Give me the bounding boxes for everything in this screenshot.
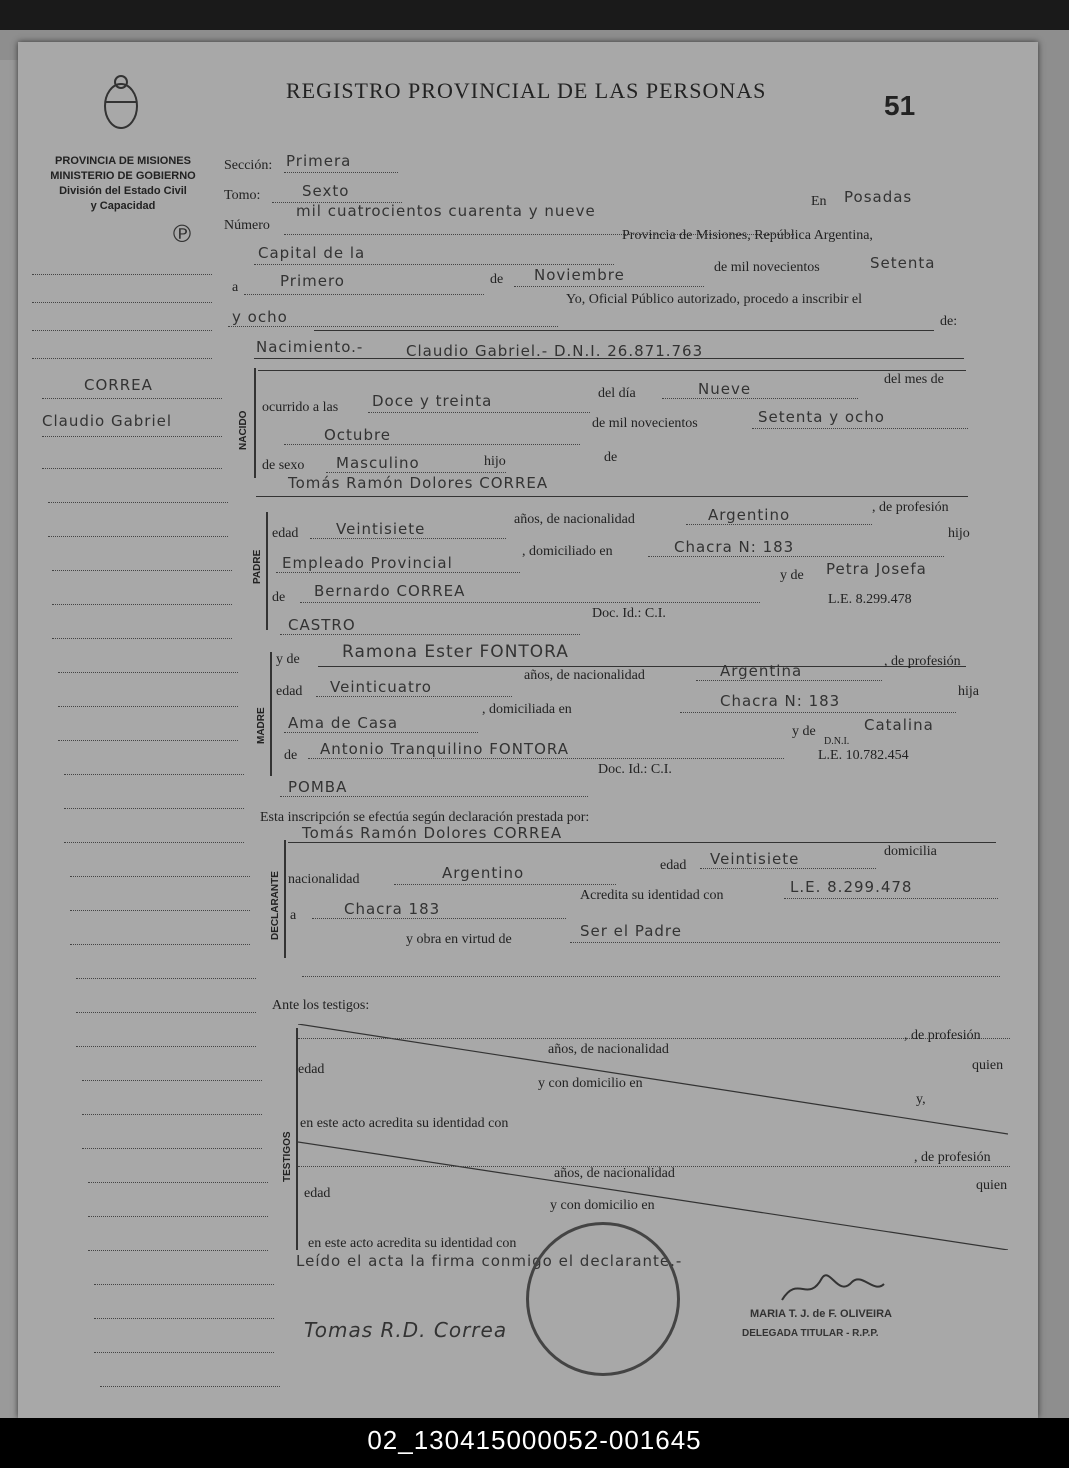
label-padre-doc: Doc. Id.: C.I. <box>592 606 666 621</box>
label-tomo: Tomo: <box>224 188 261 203</box>
value-decl-edad: Veintisiete <box>710 850 800 868</box>
value-numero: mil cuatrocientos cuarenta y nueve <box>296 202 596 220</box>
value-madre-doc-label: D.N.I. <box>824 736 850 747</box>
value-padre-madre: Petra Josefa <box>826 560 927 578</box>
value-madre-madre: Catalina <box>864 716 934 734</box>
value-madre-edad: Veinticuatro <box>330 678 432 696</box>
label-madre-anos: años, de nacionalidad <box>524 668 645 683</box>
label-del-dia: del día <box>598 386 636 401</box>
label-ocurrido: ocurrido a las <box>262 400 339 415</box>
org-province: PROVINCIA DE MISIONES <box>55 155 191 167</box>
coat-of-arms-icon <box>98 72 144 132</box>
official-title: DELEGADA TITULAR - R.P.P. <box>742 1328 879 1339</box>
label-inscripcion: Esta inscripción se efectúa según declaración prestada por: <box>260 810 590 825</box>
margin-given-names: Claudio Gabriel <box>42 412 173 430</box>
value-padre-apellido: CASTRO <box>288 616 356 634</box>
label-padre-edad: edad <box>272 526 299 541</box>
label-madre-edad: edad <box>276 684 303 699</box>
label-numero: Número <box>224 218 270 233</box>
value-hora: Doce y treinta <box>372 392 493 410</box>
label-decl-nacionalidad: nacionalidad <box>288 872 360 887</box>
label-testigo1-anos: años, de nacionalidad <box>548 1042 669 1057</box>
label-testigo1-acredita: en este acto acredita su identidad con <box>300 1116 509 1131</box>
value-mes-nac: Octubre <box>324 426 392 444</box>
label-testigo1-profesion: , de profesión <box>904 1028 981 1043</box>
label-testigo1-edad: edad <box>298 1062 325 1077</box>
value-madre-prof: Ama de Casa <box>288 714 399 732</box>
section-label-nacido: NACIDO <box>238 410 249 450</box>
label-madre-de: de <box>284 748 298 763</box>
value-madre-padre: Antonio Tranquilino FONTORA <box>320 740 569 758</box>
value-tomo: Sexto <box>302 182 350 200</box>
label-en: En <box>811 194 827 209</box>
official-name: MARIA T. J. de F. OLIVEIRA <box>750 1308 892 1320</box>
value-anio-nac: Setenta y ocho <box>758 408 885 426</box>
label-padre-de: de <box>272 590 286 605</box>
label-testigo2-profesion: , de profesión <box>914 1150 991 1165</box>
official-signature <box>778 1264 888 1308</box>
value-sexo: Masculino <box>336 454 420 472</box>
label-seccion: Sección: <box>224 158 273 173</box>
label-del-mes: del mes de <box>884 372 944 387</box>
declarant-signature: Tomas R.D. Correa <box>304 1318 508 1342</box>
label-padre-anos: años, de nacionalidad <box>514 512 635 527</box>
org-ministry: MINISTERIO DE GOBIERNO <box>50 170 196 182</box>
value-decl-id: L.E. 8.299.478 <box>790 878 913 896</box>
section-label-madre: MADRE <box>256 707 267 744</box>
org-capacity: y Capacidad <box>90 200 156 212</box>
official-seal-stamp <box>526 1222 680 1376</box>
label-testigo2-edad: edad <box>304 1186 331 1201</box>
label-ante-testigos: Ante los testigos: <box>272 998 370 1013</box>
value-capital: Capital de la <box>258 244 366 262</box>
value-declarante: Tomás Ramón Dolores CORREA <box>302 824 563 842</box>
label-madre-doc: Doc. Id.: C.I. <box>598 762 672 777</box>
label-testigo2-domicilio: y con domicilio en <box>550 1198 655 1213</box>
label-decl-edad: edad <box>660 858 687 873</box>
section-label-testigos: TESTIGOS <box>282 1131 293 1182</box>
label-provincia: Provincia de Misiones, República Argentina, <box>622 228 873 243</box>
value-leido: Leído el acta la firma conmigo el declarante.- <box>296 1252 683 1270</box>
org-division: División del Estado Civil <box>59 185 187 197</box>
value-dia: Primero <box>280 272 345 290</box>
section-label-padre: PADRE <box>252 549 263 584</box>
label-testigo2-acredita: en este acto acredita su identidad con <box>308 1236 517 1251</box>
margin-surname: CORREA <box>84 376 153 394</box>
value-madre-doc: L.E. 10.782.454 <box>818 748 909 763</box>
label-testigo1-domicilio: y con domicilio en <box>538 1076 643 1091</box>
label-de-mil: de mil novecientos <box>714 260 820 275</box>
value-anio2: y ocho <box>232 308 288 326</box>
label-testigo1-quien: quien <box>972 1058 1004 1073</box>
label-padre-y-de: y de <box>780 568 804 583</box>
label-padre-domiciliado: , domiciliado en <box>522 544 613 559</box>
label-decl-en: a <box>290 908 297 923</box>
label-decl-acredita: Acredita su identidad con <box>580 888 724 903</box>
page-title: REGISTRO PROVINCIAL DE LAS PERSONAS <box>286 78 767 103</box>
label-madre-domiciliada: , domiciliada en <box>482 702 572 717</box>
label-de: de <box>490 272 504 287</box>
label-de-2: de <box>604 450 618 465</box>
label-madre-hija: hija <box>958 684 979 699</box>
page-number: 51 <box>884 90 916 121</box>
value-padre: Tomás Ramón Dolores CORREA <box>288 474 549 492</box>
label-padre-hijo: hijo <box>948 526 970 541</box>
label-decl-domicilia: domicilia <box>884 844 937 859</box>
value-madre-dom: Chacra N: 183 <box>720 692 841 710</box>
label-hijo: hijo <box>484 454 506 469</box>
section-label-declarante: DECLARANTE <box>270 871 281 940</box>
label-padre-profesion: , de profesión <box>872 500 949 515</box>
margin-mark: ℗ <box>170 220 195 248</box>
value-madre-apellido: POMBA <box>288 778 348 796</box>
registry-form <box>18 42 1038 1418</box>
value-nombre: Claudio Gabriel.- D.N.I. 26.871.763 <box>406 342 704 360</box>
label-decl-obra: y obra en virtud de <box>406 932 512 947</box>
value-padre-doc: L.E. 8.299.478 <box>828 592 912 607</box>
value-padre-prof: Empleado Provincial <box>282 554 453 572</box>
label-testigo2-quien: quien <box>976 1178 1008 1193</box>
value-decl-obra: Ser el Padre <box>580 922 682 940</box>
value-padre-dom: Chacra N: 183 <box>674 538 795 556</box>
value-padre-edad: Veintisiete <box>336 520 426 538</box>
value-decl-nac: Argentino <box>442 864 525 882</box>
value-anio1: Setenta <box>870 254 936 272</box>
label-sexo: de sexo <box>262 458 305 473</box>
label-madre-y-de: y de <box>276 652 300 667</box>
label-testigo2-anos: años, de nacionalidad <box>554 1166 675 1181</box>
label-testigo1-y: y, <box>916 1092 926 1107</box>
label-de-mil-2: de mil novecientos <box>592 416 698 431</box>
label-a: a <box>232 280 239 295</box>
label-yo: Yo, Oficial Público autorizado, procedo a inscribir el <box>566 292 863 307</box>
value-decl-dom: Chacra 183 <box>344 900 441 918</box>
label-madre-profesion: , de profesión <box>884 654 961 669</box>
value-dia-nac: Nueve <box>698 380 752 398</box>
value-madre-nac: Argentina <box>720 662 803 680</box>
value-en: Posadas <box>844 188 913 206</box>
value-mes: Noviembre <box>534 266 625 284</box>
label-de-colon: de: <box>940 314 958 329</box>
value-acto: Nacimiento.- <box>256 338 364 356</box>
value-padre-padre: Bernardo CORREA <box>314 582 466 600</box>
value-padre-nac: Argentino <box>708 506 791 524</box>
image-id-footer: 02_130415000052-001645 <box>0 1418 1069 1468</box>
issuing-office <box>28 154 218 214</box>
value-madre: Ramona Ester FONTORA <box>342 642 569 662</box>
label-madre-y-de-2: y de <box>792 724 816 739</box>
value-seccion: Primera <box>286 152 352 170</box>
